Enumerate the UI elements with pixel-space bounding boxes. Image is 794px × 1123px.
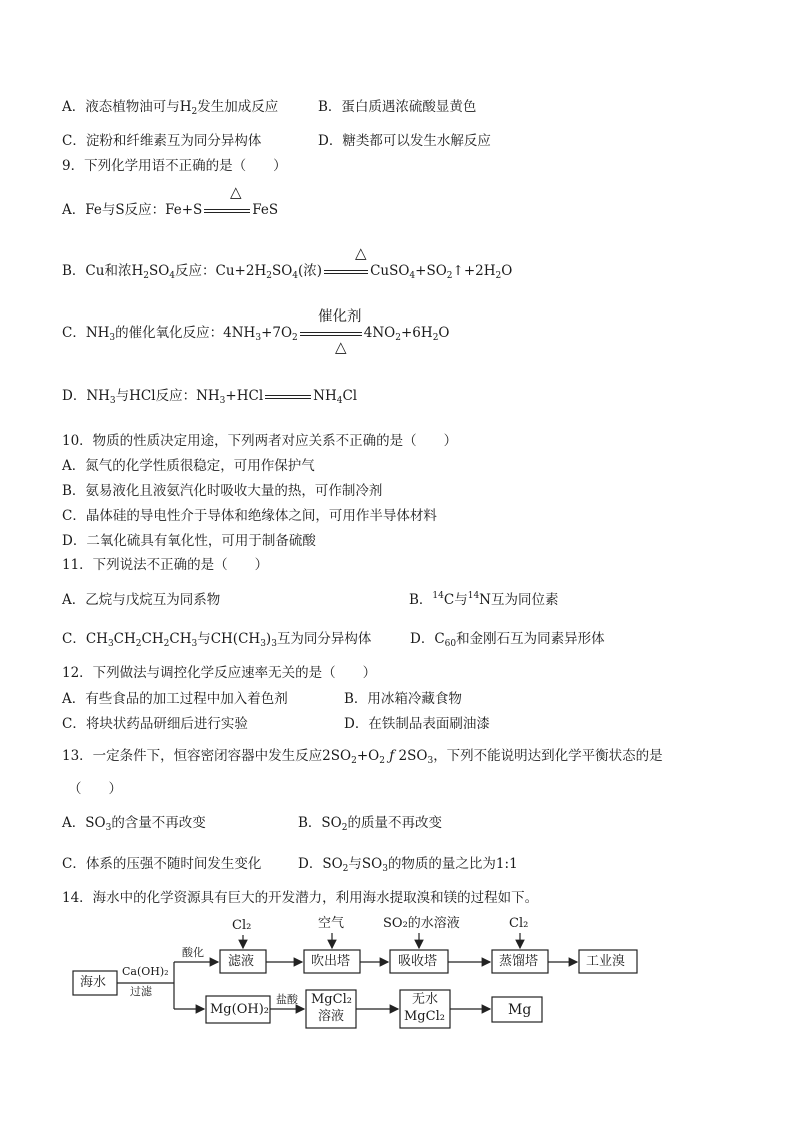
q9-a-delta: △ <box>230 183 242 201</box>
label-air: 空气 <box>318 916 345 931</box>
label-mg: Mg <box>508 1002 532 1018</box>
label-filter: 过滤 <box>130 985 152 998</box>
q11-option-d: D．$C_{60}$和金刚石互为同素异形体 <box>410 631 605 649</box>
q11-option-b: B．$^{14}$C与$^{14}$N互为同位素 <box>409 591 559 608</box>
label-cl2-a: Cl₂ <box>232 918 252 933</box>
label-mgcl2-solution-1: MgCl₂ <box>311 992 352 1007</box>
q12-option-a: A．有些食品的加工过程中加入着色剂 <box>62 691 288 707</box>
label-seawater: 海水 <box>80 975 107 990</box>
q10-option-d: D．二氧化硫具有氧化性，可用于制备硫酸 <box>62 533 316 549</box>
q9-b-delta: △ <box>355 244 367 262</box>
q13-option-c: C．体系的压强不随时间发生变化 <box>62 856 262 872</box>
q13-stem: 13．一定条件下，恒容密闭容器中发生反应$2SO_2+O_2$ ƒ $2SO_3$，下列不能说明达到化学平衡状态的是 <box>62 748 663 766</box>
label-anhydrous-1: 无水 <box>412 992 439 1007</box>
q10-option-a: A．氮气的化学性质很稳定，可用作保护气 <box>62 458 315 474</box>
label-mgoh2: Mg(OH)₂ <box>210 1002 269 1017</box>
q13-option-b: B．$SO_2$的质量不再改变 <box>298 815 442 833</box>
q8-option-c: C．淀粉和纤维素互为同分异构体 <box>62 133 262 149</box>
q8-option-b: B．蛋白质遇浓硫酸显黄色 <box>318 99 477 115</box>
q13-option-d: D．$SO_2$与$SO_3$的物质的量之比为1:1 <box>298 856 518 874</box>
q11-stem: 11．下列说法不正确的是（ ） <box>62 557 269 573</box>
q10-option-c: C．晶体硅的导电性介于导体和绝缘体之间，可用作半导体材料 <box>62 508 437 524</box>
q12-option-c: C．将块状药品研细后进行实验 <box>62 716 248 732</box>
label-absorb-tower: 吸收塔 <box>398 954 438 969</box>
label-mgcl2-solution-2: 溶液 <box>318 1009 345 1024</box>
q9-option-c: C．$NH_3$的催化氧化反应：$4NH_3+7O_2$ $4NO_2+6H_2O$ <box>62 325 450 343</box>
q13-paren: （ ） <box>68 781 122 797</box>
label-caoh2: Ca(OH)₂ <box>122 965 169 978</box>
label-acidify: 酸化 <box>182 946 204 959</box>
label-distill-tower: 蒸馏塔 <box>499 954 539 969</box>
q9-stem: 9．下列化学用语不正确的是（ ） <box>62 158 287 174</box>
q8-option-d: D．糖类都可以发生水解反应 <box>318 133 491 149</box>
q12-option-d: D．在铁制品表面刷油漆 <box>344 716 490 732</box>
label-industrial-bromine: 工业溴 <box>586 954 626 969</box>
q10-stem: 10．物质的性质决定用途，下列两者对应关系不正确的是（ ） <box>62 433 458 449</box>
q13-option-a: A．$SO_3$的含量不再改变 <box>62 815 206 833</box>
label-cl2-b: Cl₂ <box>509 916 529 931</box>
q9-option-b: B．Cu和浓$H_2SO_4$反应：$Cu+2H_2SO_4$(浓) $CuSO_4+SO_2↑+2H_2O$ <box>62 263 513 281</box>
q9-c-catalyst: 催化剂 <box>318 309 362 325</box>
label-filtrate: 滤液 <box>228 954 255 969</box>
label-blow-tower: 吹出塔 <box>311 954 351 969</box>
q12-option-b: B．用冰箱冷藏食物 <box>344 691 462 707</box>
label-hcl: 盐酸 <box>276 993 298 1006</box>
q9-c-delta: △ <box>335 338 347 356</box>
label-anhydrous-2: MgCl₂ <box>404 1009 445 1024</box>
q12-stem: 12．下列做法与调控化学反应速率无关的是（ ） <box>62 665 377 681</box>
q10-option-b: B．氨易液化且液氨汽化时吸收大量的热，可作制冷剂 <box>62 483 383 499</box>
q9-option-d: D．$NH_3$与HCl反应：$NH_3+HCl$ $NH_4Cl$ <box>62 388 358 406</box>
q14-stem: 14．海水中的化学资源具有巨大的开发潜力，利用海水提取溴和镁的过程如下。 <box>62 890 539 906</box>
q11-option-a: A．乙烷与戊烷互为同系物 <box>62 592 221 608</box>
q8-option-a: A．液态植物油可与$H_2$发生加成反应 <box>62 99 279 117</box>
q11-option-c: C．$CH_3CH_2CH_2CH_3$与$CH(CH_3)_3$互为同分异构体 <box>62 631 372 649</box>
q9-option-a: A．Fe与S反应：Fe+S FeS <box>62 202 279 218</box>
label-so2-solution: SO₂的水溶液 <box>383 916 460 931</box>
